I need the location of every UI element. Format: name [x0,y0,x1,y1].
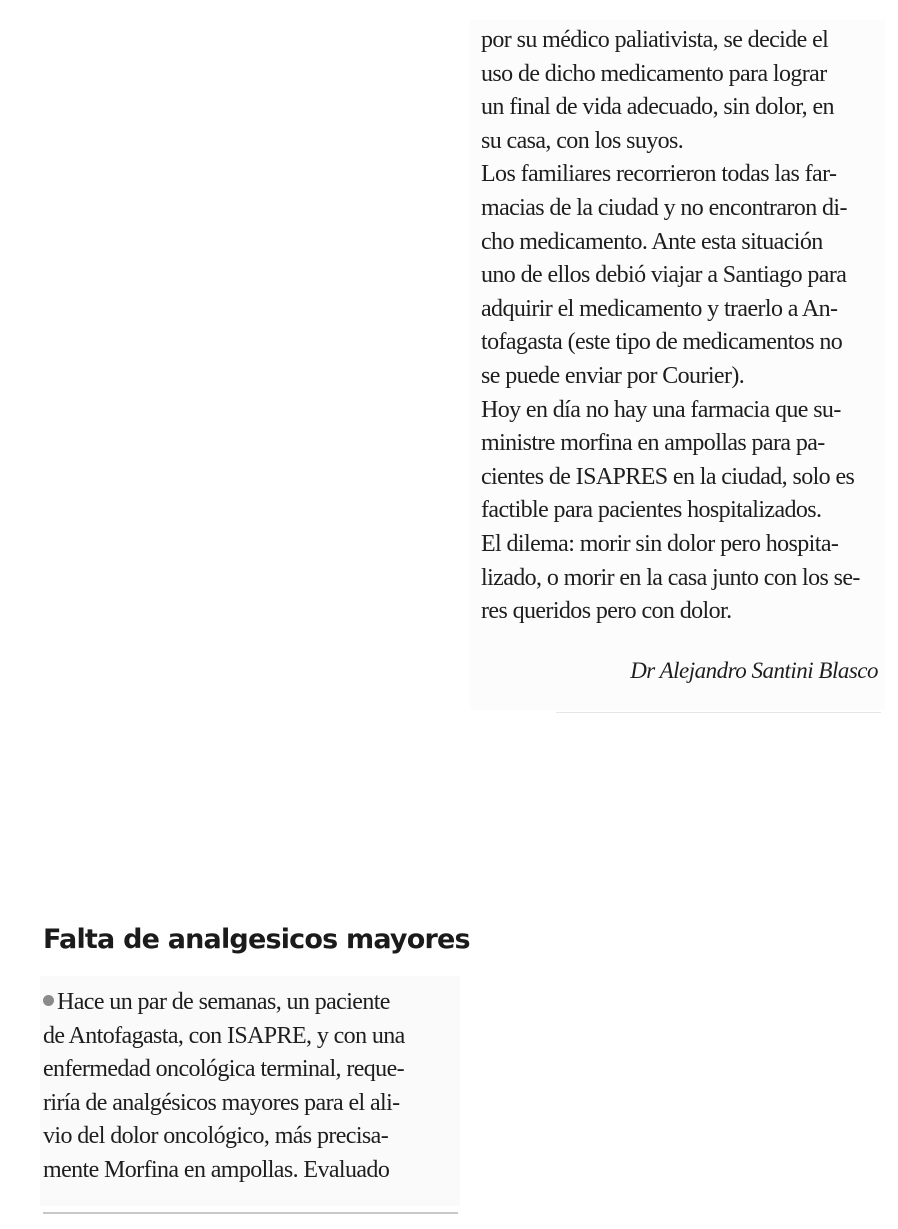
bullet-icon [43,995,54,1006]
body-line: lizado, o morir en la casa junto con los se- [481,564,860,591]
body-line: macias de la ciudad y no encontraron di- [481,194,847,221]
letter-continuation-column [481,24,879,629]
body-line: de Antofagasta, con ISAPRE, y con una [43,1022,405,1049]
letter-signature: Dr Alejandro Santini Blasco [630,658,878,683]
body-line: factible para pacientes hospitalizados. [481,497,822,524]
body-line: tofagasta (este tipo de medicamentos no [481,329,843,356]
body-line: por su médico paliativista, se decide el [481,27,829,53]
body-line: Los familiares recorrieron todas las far- [481,161,837,188]
body-line: uno de ellos debió viajar a Santiago para [481,262,847,289]
body-line: se puede enviar por Courier). [481,362,745,389]
letter-headline: Falta de analgesicos mayores [43,924,470,955]
body-line: su casa, con los suyos. [481,127,684,154]
body-line: un final de vida adecuado, sin dolor, en [481,94,834,121]
body-line-first [43,986,463,1020]
body-line: Hoy en día no hay una farmacia que su- [481,396,841,423]
body-line: adquirir el medicamento y traerlo a An- [481,295,838,322]
letter-column [43,920,470,1188]
body-line: cho medicamento. Ante esta situación [481,228,823,255]
body-line: El dilema: morir sin dolor pero hospita- [481,530,839,557]
body-line: ministre morfina en ampollas para pa- [481,430,825,457]
body-line: uso de dicho medicamento para lograr [481,60,827,87]
body-line: res queridos pero con dolor. [481,598,732,625]
signature-divider [556,712,881,713]
body-line: riría de analgésicos mayores para el ali- [43,1089,400,1116]
body-line: enfermedad oncológica terminal, reque- [43,1056,405,1083]
body-line: cientes de ISAPRES en la ciudad, solo es [481,463,855,490]
body-line: mente Morfina en ampollas. Evaluado [43,1156,390,1183]
body-line: vio del dolor oncológico, más precisa- [43,1123,389,1150]
bottom-divider [43,1212,458,1214]
body-line-text: Hace un par de semanas, un paciente [57,989,390,1015]
